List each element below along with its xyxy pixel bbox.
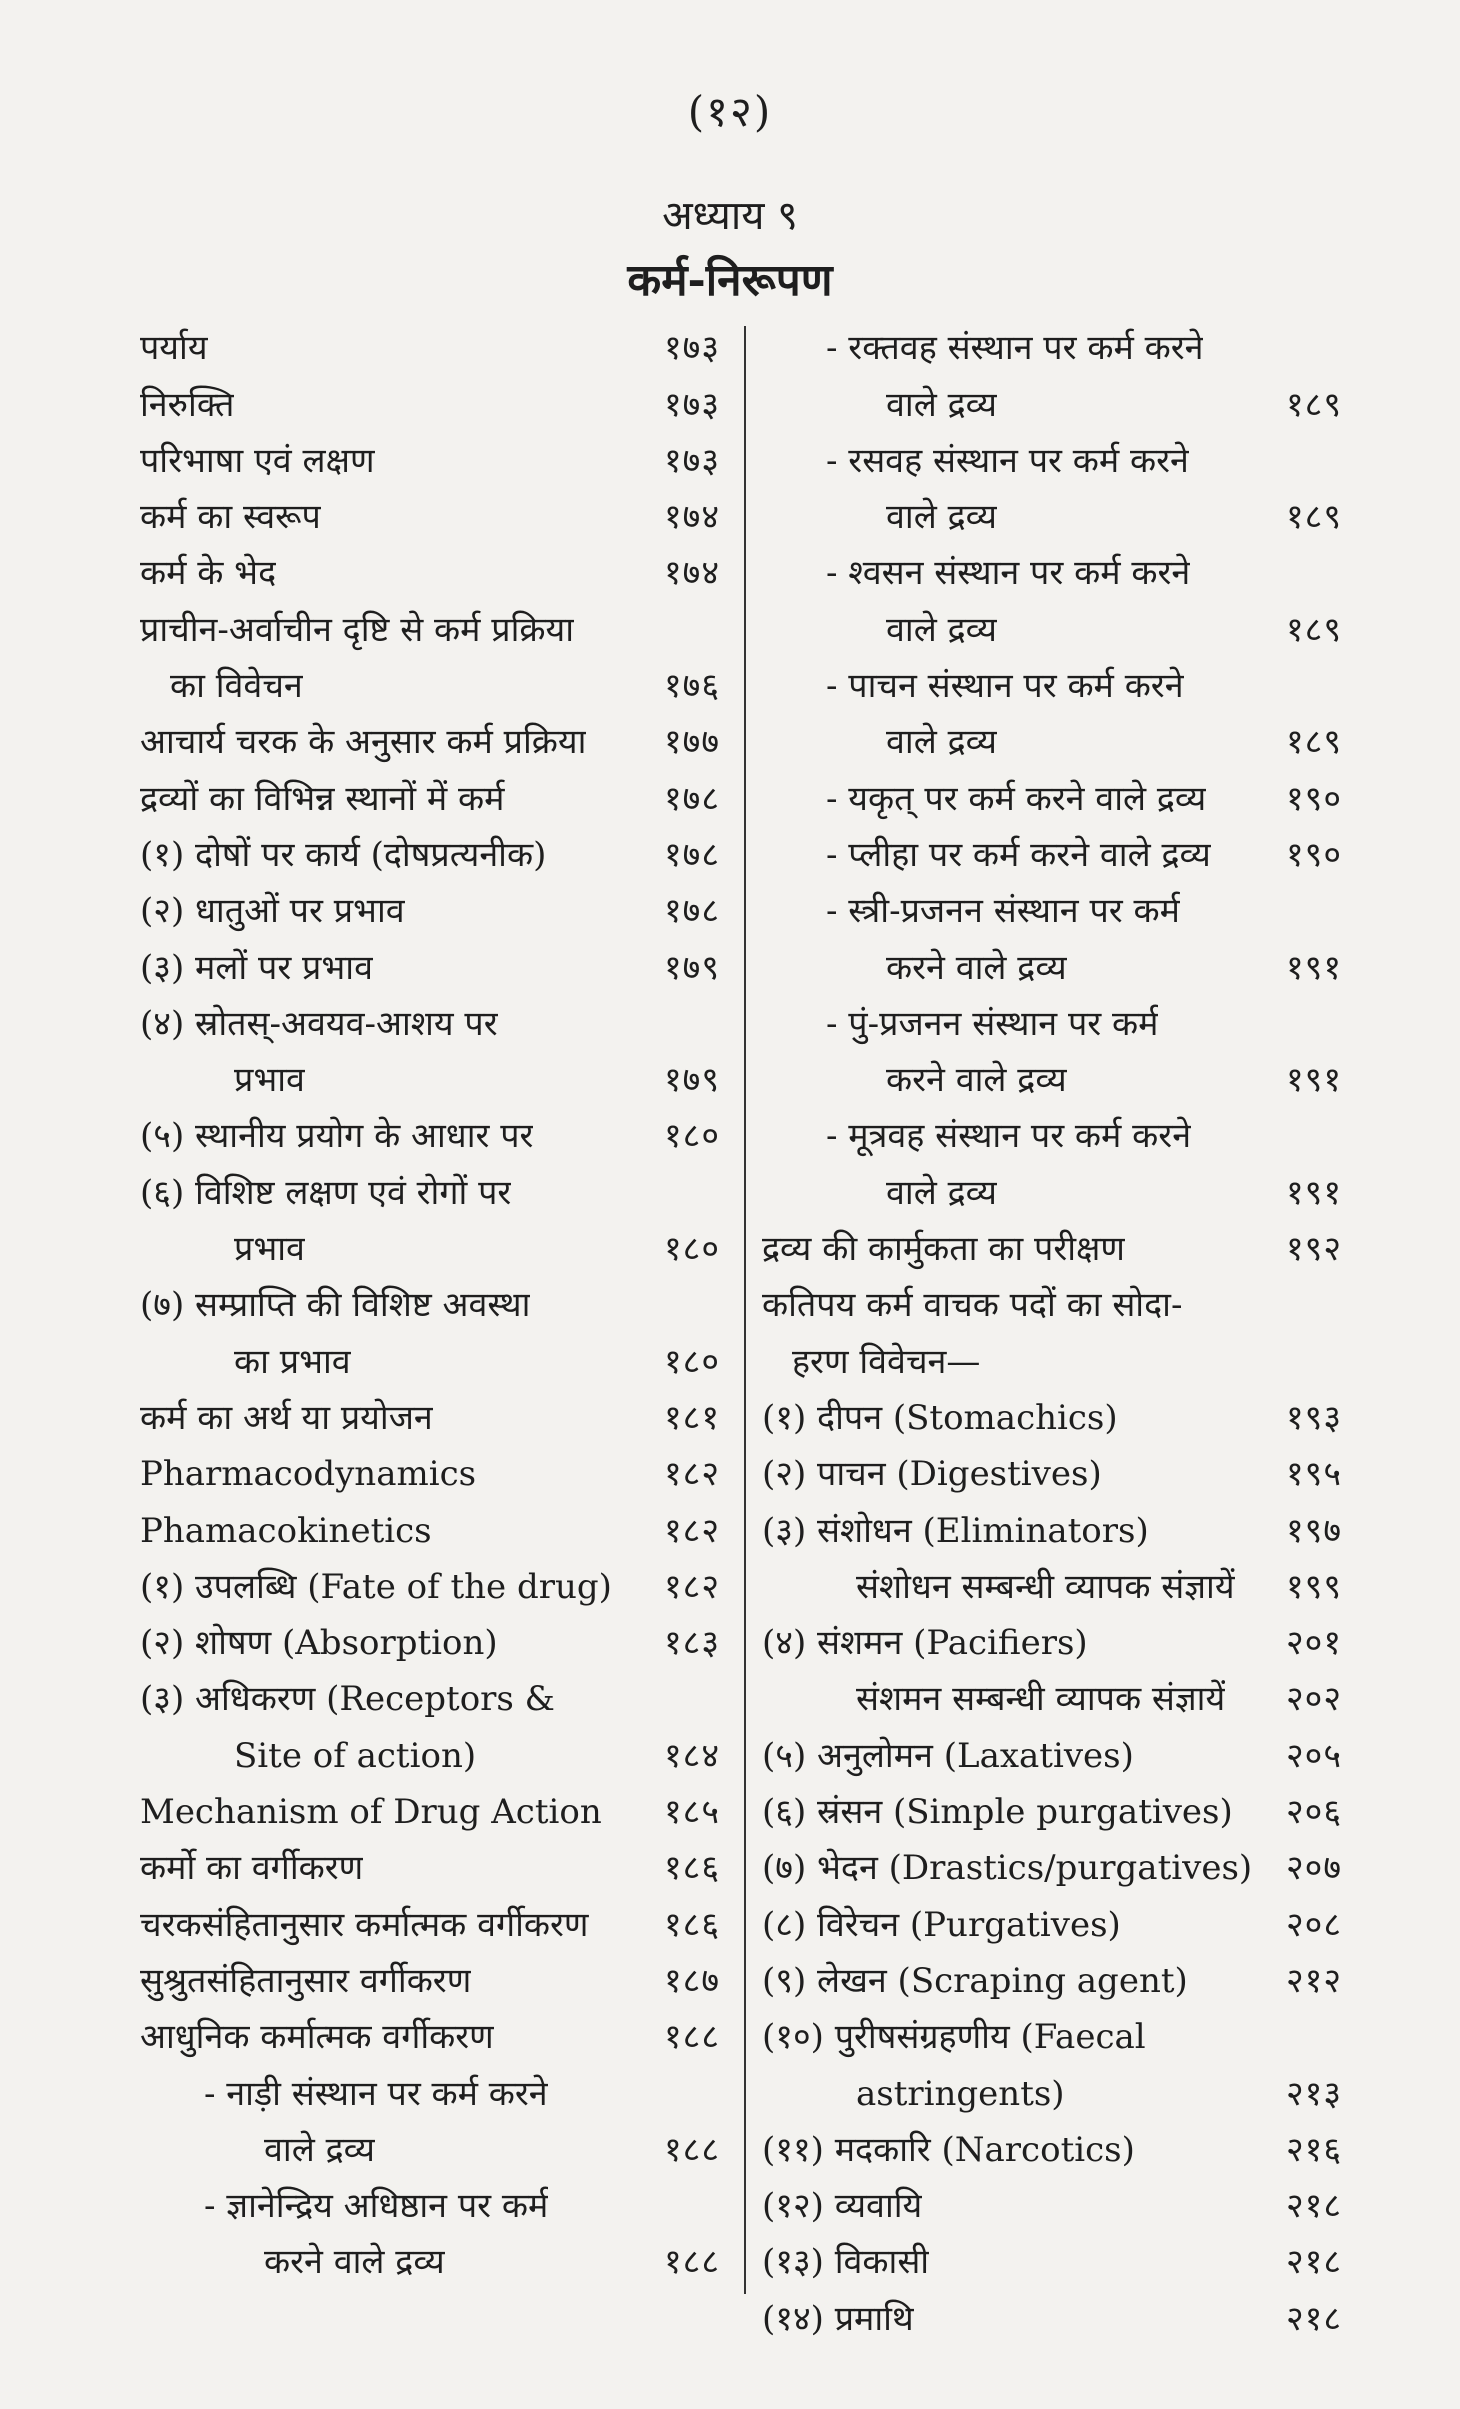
toc-entry-text: (१४) प्रमाथि	[762, 2298, 914, 2339]
toc-entry-text: वाले द्रव्य	[886, 384, 997, 425]
toc-entry-page: १८६	[663, 1904, 720, 1945]
toc-entry-text: Pharmacodynamics	[140, 1454, 477, 1495]
toc-entry	[140, 1953, 720, 2009]
toc-entry-page: १८१	[663, 1397, 720, 1438]
toc-entry-page: १९७	[1285, 1510, 1342, 1551]
toc-entry-page: १८६	[663, 1848, 720, 1889]
toc-entry	[762, 1221, 1342, 1277]
toc-entry	[762, 1333, 1342, 1389]
toc-entry-page: १७४	[663, 497, 720, 538]
toc-entry-text: (६) विशिष्ट लक्षण एवं रोगों पर	[140, 1172, 512, 1213]
toc-entry-page: १९९	[1285, 1566, 1342, 1607]
toc-entry-text: (११) मदकारि (Narcotics)	[762, 2129, 1135, 2170]
toc-entry-page: १८२	[663, 1566, 720, 1607]
toc-entry	[140, 2122, 720, 2178]
toc-entry-text: Phamacokinetics	[140, 1510, 432, 1551]
toc-entry-page: १९१	[1285, 1060, 1342, 1101]
toc-entry	[762, 827, 1342, 883]
toc-entry	[762, 1559, 1342, 1615]
toc-entry	[762, 545, 1342, 601]
toc-entry	[140, 433, 720, 489]
toc-entry-text: द्रव्यों का विभिन्न स्थानों में कर्म	[140, 778, 505, 819]
toc-entry	[140, 2178, 720, 2234]
toc-entry-text: (२) शोषण (Absorption)	[140, 1623, 498, 1664]
toc-entry-text: प्राचीन-अर्वाचीन दृष्टि से कर्म प्रक्रिया	[140, 609, 575, 650]
toc-entry	[140, 1446, 720, 1502]
toc-entry	[762, 2122, 1342, 2178]
toc-entry	[140, 1052, 720, 1108]
toc-entry	[762, 1840, 1342, 1896]
toc-entry	[762, 320, 1342, 376]
toc-entry-page: १९३	[1285, 1397, 1342, 1438]
toc-entry	[762, 1784, 1342, 1840]
toc-entry	[762, 1896, 1342, 1952]
toc-entry	[140, 320, 720, 376]
toc-entry-page: १८२	[663, 1454, 720, 1495]
toc-entry	[762, 883, 1342, 939]
toc-entry	[762, 2009, 1342, 2065]
toc-left-column	[140, 320, 720, 2290]
toc-entry-text: - यकृत् पर कर्म करने वाले द्रव्य	[826, 778, 1207, 819]
toc-entry-text: संशोधन सम्बन्धी व्यापक संज्ञायें	[856, 1566, 1235, 1607]
chapter-title: कर्म-निरूपण	[627, 255, 833, 306]
toc-entry	[140, 1277, 720, 1333]
toc-entry	[762, 1953, 1342, 2009]
toc-entry-page: १८७	[663, 1960, 720, 2001]
toc-entry-page: १७३	[663, 440, 720, 481]
toc-entry-text: वाले द्रव्य	[886, 609, 997, 650]
toc-entry-page: १९०	[1285, 778, 1342, 819]
toc-entry	[140, 2065, 720, 2121]
toc-entry-page: १८०	[663, 1229, 720, 1270]
toc-entry	[762, 376, 1342, 432]
toc-entry-page: १७४	[663, 553, 720, 594]
toc-entry	[140, 545, 720, 601]
toc-entry-page: १७९	[663, 1060, 720, 1101]
toc-entry-text: पर्याय	[140, 328, 208, 369]
toc-entry-text: - पुं-प्रजनन संस्थान पर कर्म	[826, 1003, 1159, 1044]
toc-entry-text: कर्म के भेद	[140, 553, 277, 594]
toc-entry-text: कर्म का अर्थ या प्रयोजन	[140, 1397, 433, 1438]
toc-entry-page: १८४	[663, 1735, 720, 1776]
toc-entry	[140, 1896, 720, 1952]
toc-entry-page: १७३	[663, 384, 720, 425]
toc-entry	[140, 1333, 720, 1389]
toc-entry-page: १८९	[1285, 384, 1342, 425]
toc-entry-text: (१३) विकासी	[762, 2242, 930, 2283]
toc-entry	[140, 2234, 720, 2290]
toc-entry-text: प्रभाव	[234, 1229, 305, 1270]
toc-entry-page: २०७	[1285, 1848, 1342, 1889]
toc-entry-text: कर्मो का वर्गीकरण	[140, 1848, 364, 1889]
toc-entry	[762, 601, 1342, 657]
toc-entry-text: प्रभाव	[234, 1060, 305, 1101]
toc-entry-page: २०६	[1285, 1792, 1342, 1833]
toc-entry	[140, 601, 720, 657]
toc-entry	[140, 996, 720, 1052]
toc-entry-text: (५) स्थानीय प्रयोग के आधार पर	[140, 1116, 534, 1157]
toc-entry-text: (७) सम्प्राप्ति की विशिष्ट अवस्था	[140, 1285, 531, 1326]
toc-entry-text: (३) संशोधन (Eliminators)	[762, 1510, 1149, 1551]
toc-entry	[140, 1502, 720, 1558]
toc-entry-text: करने वाले द्रव्य	[886, 1060, 1067, 1101]
toc-entry-page: २१६	[1285, 2129, 1342, 2170]
toc-entry	[140, 1164, 720, 1220]
toc-entry-text: (५) अनुलोमन (Laxatives)	[762, 1735, 1134, 1776]
toc-entry-text: संशमन सम्बन्धी व्यापक संज्ञायें	[856, 1679, 1226, 1720]
toc-entry-text: - ज्ञानेन्द्रिय अधिष्ठान पर कर्म	[204, 2186, 549, 2227]
toc-entry-page: १९०	[1285, 834, 1342, 875]
toc-entry	[140, 489, 720, 545]
toc-entry-page: २०१	[1285, 1623, 1342, 1664]
toc-entry-text: - स्त्री-प्रजनन संस्थान पर कर्म	[826, 891, 1180, 932]
toc-entry-page: २१३	[1285, 2073, 1342, 2114]
toc-entry	[762, 1502, 1342, 1558]
toc-entry-text: हरण विवेचन—	[792, 1341, 981, 1382]
toc-entry-page: १९१	[1285, 1172, 1342, 1213]
toc-entry-page: २१८	[1285, 2186, 1342, 2227]
toc-entry	[762, 1446, 1342, 1502]
toc-entry	[762, 2290, 1342, 2346]
toc-entry	[140, 1784, 720, 1840]
toc-entry	[762, 2065, 1342, 2121]
toc-entry-text: - रक्तवह संस्थान पर कर्म करने	[826, 328, 1204, 369]
toc-entry-text: (१०) पुरीषसंग्रहणीय (Faecal	[762, 2017, 1146, 2058]
toc-entry-text: (९) लेखन (Scraping agent)	[762, 1960, 1188, 2001]
toc-entry-page: २०५	[1285, 1735, 1342, 1776]
toc-entry-page: १८३	[663, 1623, 720, 1664]
toc-entry	[762, 1671, 1342, 1727]
toc-entry-text: - प्लीहा पर कर्म करने वाले द्रव्य	[826, 834, 1211, 875]
toc-entry	[140, 1221, 720, 1277]
toc-entry-text: Mechanism of Drug Action	[140, 1792, 602, 1833]
toc-entry-text: (१) उपलब्धि (Fate of the drug)	[140, 1566, 612, 1607]
toc-entry	[140, 1615, 720, 1671]
toc-entry	[762, 489, 1342, 545]
toc-entry	[762, 1615, 1342, 1671]
toc-entry-text: वाले द्रव्य	[264, 2129, 375, 2170]
toc-entry-page: २१८	[1285, 2298, 1342, 2339]
toc-entry-text: (४) स्रोतस्-अवयव-आशय पर	[140, 1003, 498, 1044]
toc-entry-text: (४) संशमन (Pacifiers)	[762, 1623, 1088, 1664]
toc-entry-text: आचार्य चरक के अनुसार कर्म प्रक्रिया	[140, 722, 587, 763]
toc-entry-page: १८५	[663, 1792, 720, 1833]
toc-entry-page: १८८	[663, 2017, 720, 2058]
toc-entry-page: १७८	[663, 891, 720, 932]
toc-entry	[140, 714, 720, 770]
toc-entry	[762, 1390, 1342, 1446]
toc-entry	[140, 827, 720, 883]
toc-entry-text: (२) पाचन (Digestives)	[762, 1454, 1102, 1495]
toc-entry	[762, 1108, 1342, 1164]
toc-entry	[140, 883, 720, 939]
column-divider	[744, 326, 746, 2294]
toc-entry-text: - श्वसन संस्थान पर कर्म करने	[826, 553, 1191, 594]
toc-entry-text: वाले द्रव्य	[886, 497, 997, 538]
toc-entry-page: १८२	[663, 1510, 720, 1551]
toc-entry-page: १७९	[663, 947, 720, 988]
toc-entry-text: (८) विरेचन (Purgatives)	[762, 1904, 1121, 1945]
toc-entry-text: - नाड़ी संस्थान पर कर्म करने	[204, 2073, 548, 2114]
toc-entry-page: २०२	[1285, 1679, 1342, 1720]
toc-entry-text: निरुक्ति	[140, 384, 235, 425]
toc-entry-text: का विवेचन	[170, 666, 303, 707]
toc-entry-text: चरकसंहितानुसार कर्मात्मक वर्गीकरण	[140, 1904, 589, 1945]
toc-entry-page: १७३	[663, 328, 720, 369]
toc-entry-page: १७८	[663, 778, 720, 819]
toc-entry-page: १८०	[663, 1116, 720, 1157]
toc-entry-page: १७८	[663, 834, 720, 875]
toc-entry	[762, 1727, 1342, 1783]
toc-entry-page: १८८	[663, 2242, 720, 2283]
toc-entry-page: १८९	[1285, 609, 1342, 650]
toc-entry-page: १९२	[1285, 1229, 1342, 1270]
toc-entry-text: - मूत्रवह संस्थान पर कर्म करने	[826, 1116, 1192, 1157]
toc-entry	[140, 1390, 720, 1446]
toc-entry-text: - पाचन संस्थान पर कर्म करने	[826, 666, 1184, 707]
toc-entry-text: Site of action)	[234, 1735, 477, 1776]
toc-entry-page: २१८	[1285, 2242, 1342, 2283]
toc-entry-page: १९५	[1285, 1454, 1342, 1495]
toc-entry-text: द्रव्य की कार्मुकता का परीक्षण	[762, 1229, 1125, 1270]
toc-entry	[762, 1164, 1342, 1220]
toc-entry-text: आधुनिक कर्मात्मक वर्गीकरण	[140, 2017, 494, 2058]
toc-entry-text: astringents)	[856, 2073, 1065, 2114]
toc-entry-text: वाले द्रव्य	[886, 722, 997, 763]
toc-entry-page: १७६	[663, 666, 720, 707]
toc-entry	[140, 939, 720, 995]
toc-entry	[762, 714, 1342, 770]
toc-entry-text: वाले द्रव्य	[886, 1172, 997, 1213]
toc-entry	[140, 1108, 720, 1164]
toc-right-column	[762, 320, 1342, 2347]
toc-entry	[140, 2009, 720, 2065]
toc-entry	[762, 1277, 1342, 1333]
toc-entry-page: १८९	[1285, 722, 1342, 763]
toc-entry	[762, 770, 1342, 826]
toc-entry-text: कर्म का स्वरूप	[140, 497, 321, 538]
toc-entry-text: करने वाले द्रव्य	[886, 947, 1067, 988]
toc-entry-text: करने वाले द्रव्य	[264, 2242, 445, 2283]
toc-entry	[140, 1840, 720, 1896]
toc-entry-text: (३) मलों पर प्रभाव	[140, 947, 373, 988]
toc-entry	[140, 1727, 720, 1783]
toc-entry-page: १८८	[663, 2129, 720, 2170]
toc-entry-text: (७) भेदन (Drastics/purgatives)	[762, 1848, 1253, 1889]
toc-entry	[762, 658, 1342, 714]
toc-entry	[762, 996, 1342, 1052]
toc-entry-text: (३) अधिकरण (Receptors &	[140, 1679, 555, 1720]
toc-entry	[762, 939, 1342, 995]
toc-entry-page: २०८	[1285, 1904, 1342, 1945]
toc-entry-text: सुश्रुतसंहितानुसार वर्गीकरण	[140, 1960, 472, 2001]
toc-entry	[762, 1052, 1342, 1108]
toc-entry	[140, 1671, 720, 1727]
toc-entry	[762, 2234, 1342, 2290]
toc-entry-text: - रसवह संस्थान पर कर्म करने	[826, 440, 1189, 481]
chapter-heading: अध्याय ९	[662, 193, 798, 239]
toc-entry-page: १७७	[663, 722, 720, 763]
toc-entry	[140, 770, 720, 826]
toc-entry	[140, 1559, 720, 1615]
toc-entry-page: २१२	[1285, 1960, 1342, 2001]
page-number: (१२)	[687, 87, 773, 136]
toc-entry-text: का प्रभाव	[234, 1341, 351, 1382]
toc-entry	[140, 376, 720, 432]
toc-entry	[140, 658, 720, 714]
toc-entry-text: परिभाषा एवं लक्षण	[140, 440, 375, 481]
toc-entry	[762, 2178, 1342, 2234]
toc-entry-text: (१) दीपन (Stomachics)	[762, 1397, 1118, 1438]
toc-entry	[762, 433, 1342, 489]
toc-entry-text: (६) स्रंसन (Simple purgatives)	[762, 1792, 1233, 1833]
toc-entry-text: कतिपय कर्म वाचक पदों का सोदा-	[762, 1285, 1183, 1326]
toc-entry-text: (१) दोषों पर कार्य (दोषप्रत्यनीक)	[140, 834, 547, 875]
toc-entry-page: १८९	[1285, 497, 1342, 538]
toc-entry-page: १९१	[1285, 947, 1342, 988]
toc-entry-text: (१२) व्यवायि	[762, 2186, 923, 2227]
toc-entry-text: (२) धातुओं पर प्रभाव	[140, 891, 405, 932]
toc-entry-page: १८०	[663, 1341, 720, 1382]
